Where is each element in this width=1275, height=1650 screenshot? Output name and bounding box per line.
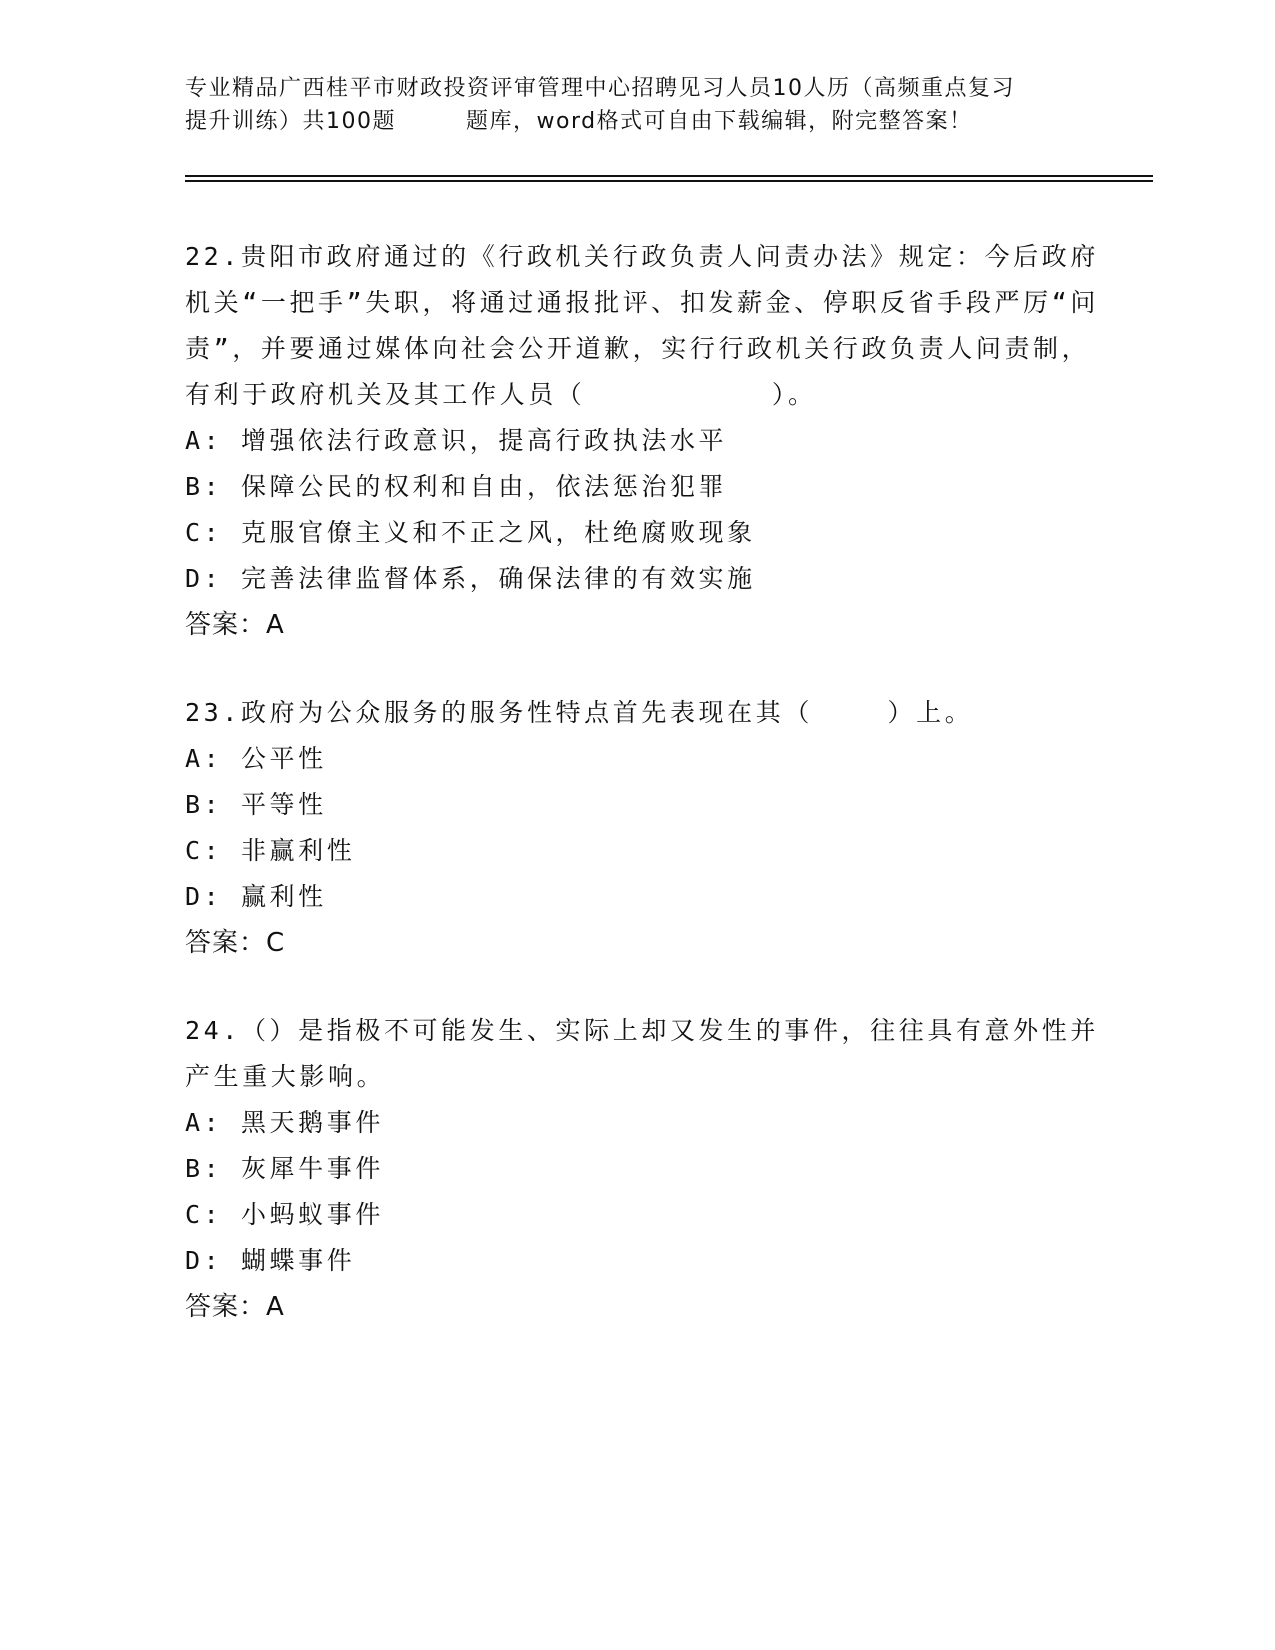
option-a: A: 增强依法行政意识，提高行政执法水平 — [185, 426, 728, 455]
option-d: D: 完善法律监督体系，确保法律的有效实施 — [185, 564, 756, 593]
option-a: A: 公平性 — [185, 744, 327, 773]
question-24 — [185, 1008, 1105, 1330]
header-rule-top — [185, 175, 1153, 177]
option-a: A: 黑天鹅事件 — [185, 1108, 384, 1137]
header-title-right: 题库，word格式可自由下载编辑，附完整答案！ — [466, 109, 973, 134]
question-22 — [185, 234, 1105, 648]
option-d: D: 赢利性 — [185, 882, 327, 911]
option-b: B: 平等性 — [185, 790, 327, 819]
option-c: C: 克服官僚主义和不正之风，杜绝腐败现象 — [185, 518, 756, 547]
header-title-line-1: 专业精品广西桂平市财政投资评审管理中心招聘见习人员10人历（高频重点复习 — [185, 76, 1015, 101]
option-c: C: 小蚂蚁事件 — [185, 1200, 384, 1229]
option-c: C: 非赢利性 — [185, 836, 356, 865]
question-list — [185, 234, 1105, 1330]
question-stem: 23.政府为公众服务的服务性特点首先表现在其（ ）上。 — [185, 698, 974, 727]
header-title-line-2 — [185, 105, 1085, 138]
option-b: B: 灰犀牛事件 — [185, 1154, 384, 1183]
option-d: D: 蝴蝶事件 — [185, 1246, 356, 1275]
option-b: B: 保障公民的权利和自由，依法惩治犯罪 — [185, 472, 728, 501]
document-header — [185, 72, 1085, 138]
answer-line: 答案：A — [185, 1292, 285, 1322]
question-23 — [185, 690, 1105, 966]
header-rule-bottom — [185, 180, 1153, 182]
header-title-left: 提升训练）共100题 — [185, 109, 396, 134]
answer-line: 答案：C — [185, 928, 286, 958]
answer-line: 答案：A — [185, 610, 285, 640]
question-stem: 22.贵阳市政府通过的《行政机关行政负责人问责办法》规定：今后政府机关“一把手”失职，将通过通报批评、扣发薪金、停职反省手段严厉“问责”，并要通过媒体向社会公开道歉，实行行政机关行政负责人问责制，有利于政府机关及其工作人员（ ）。 — [185, 242, 1099, 409]
question-stem: 24.（）是指极不可能发生、实际上却又发生的事件，往往具有意外性并产生重大影响。 — [185, 1016, 1099, 1091]
